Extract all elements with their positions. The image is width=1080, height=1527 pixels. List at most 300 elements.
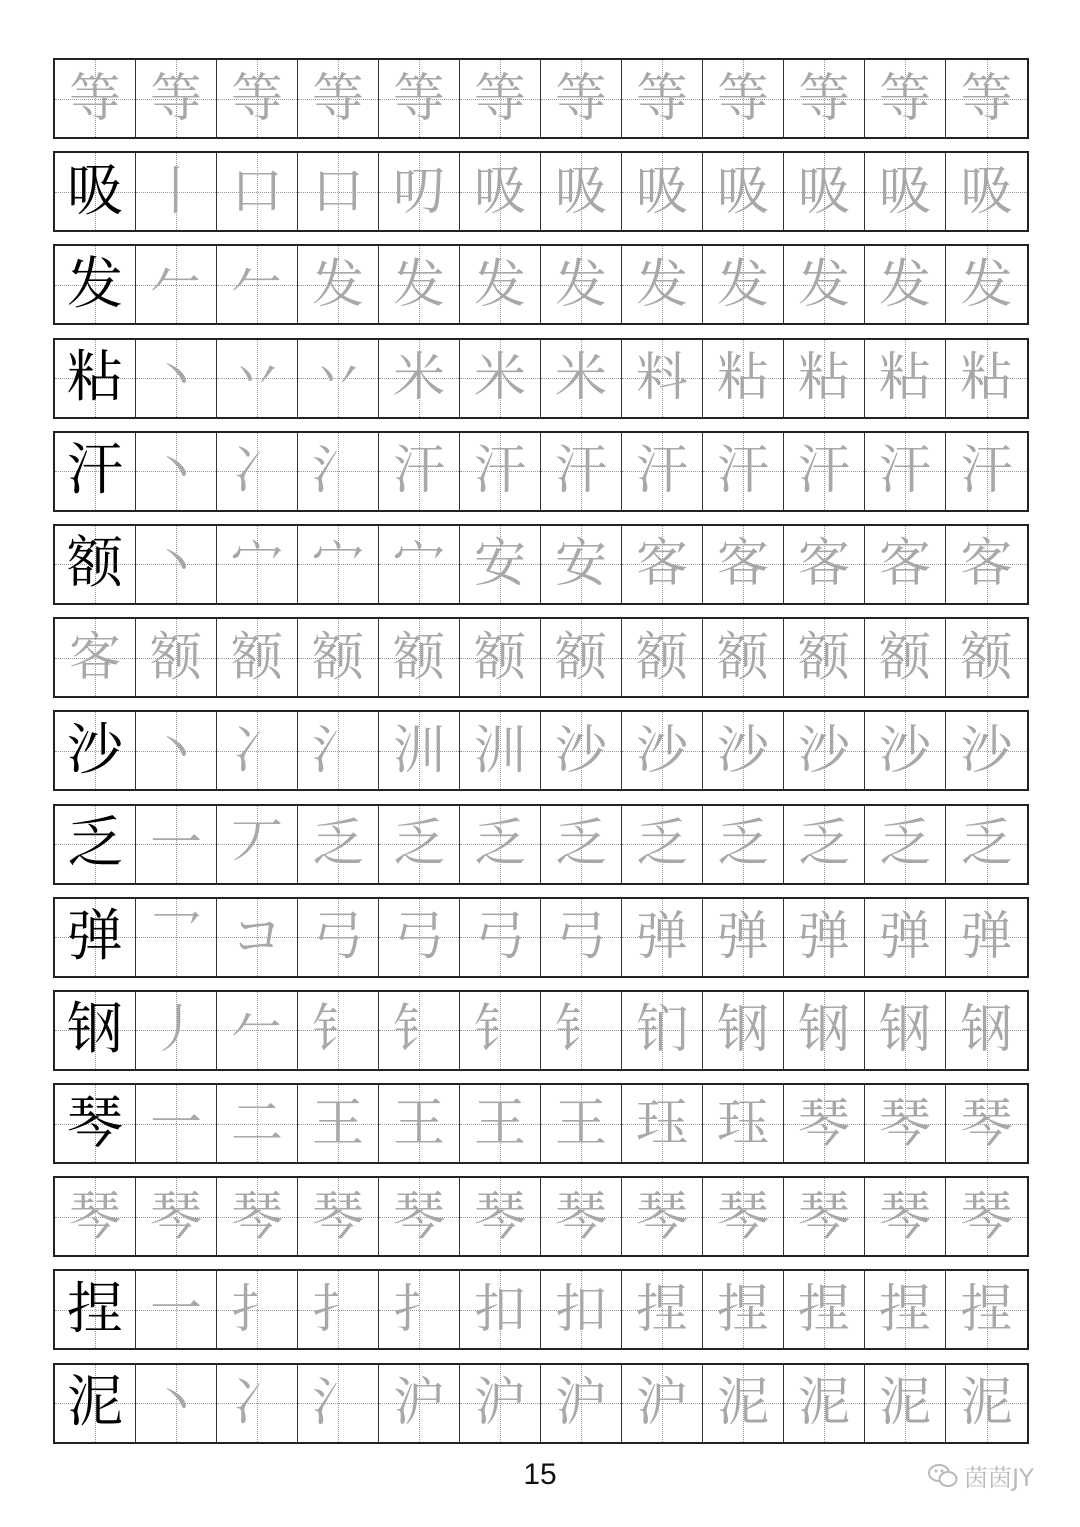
- trace-character: 乏: [878, 814, 931, 874]
- trace-character: 乏: [797, 814, 850, 874]
- grid-cell: [541, 340, 622, 417]
- trace-character: 发: [716, 254, 769, 315]
- trace-character: 丶: [149, 720, 202, 781]
- grid-row: [53, 1269, 1029, 1350]
- grid-cell: [460, 60, 541, 137]
- trace-character: 料: [635, 348, 688, 409]
- trace-character: 琴: [878, 1093, 931, 1154]
- trace-character: 琴: [473, 1186, 526, 1247]
- grid-cell: [784, 619, 865, 696]
- trace-character: 扣: [473, 1279, 526, 1340]
- grid-row: [53, 244, 1029, 325]
- grid-cell: [136, 1178, 217, 1255]
- model-character: 额: [67, 531, 123, 597]
- grid-cell: [217, 433, 298, 510]
- grid-cell: [217, 60, 298, 137]
- grid-cell: [460, 153, 541, 230]
- grid-cell: [784, 1365, 865, 1442]
- trace-character: 𠂉: [149, 254, 202, 315]
- grid-cell: [622, 1178, 703, 1255]
- grid-cell: [136, 153, 217, 230]
- grid-cell: [136, 60, 217, 137]
- grid-cell: [55, 60, 136, 137]
- grid-cell: [55, 433, 136, 510]
- trace-character: 客: [68, 627, 121, 688]
- trace-character: 额: [473, 627, 526, 688]
- grid-row: [53, 1083, 1029, 1164]
- grid-cell: [379, 899, 460, 976]
- trace-character: コ: [230, 907, 283, 968]
- grid-cell: [865, 526, 946, 603]
- trace-character: 乏: [960, 814, 1013, 874]
- trace-character: 乏: [554, 814, 607, 874]
- grid-cell: [460, 1085, 541, 1162]
- trace-character: 吸: [797, 161, 850, 222]
- trace-character: 丶: [149, 1373, 202, 1434]
- trace-character: 琴: [960, 1186, 1013, 1247]
- grid-cell: [703, 1178, 784, 1255]
- model-character: 乏: [67, 811, 123, 876]
- grid-cell: [703, 1365, 784, 1442]
- grid-cell: [622, 153, 703, 230]
- grid-cell: [703, 153, 784, 230]
- trace-character: 沪: [473, 1373, 526, 1434]
- grid-cell: [865, 1178, 946, 1255]
- grid-cell: [136, 433, 217, 510]
- grid-cell: [460, 1365, 541, 1442]
- watermark: [928, 1458, 1034, 1493]
- trace-character: 乏: [392, 814, 445, 874]
- trace-character: 等: [635, 68, 688, 129]
- trace-character: 叨: [392, 161, 445, 222]
- grid-cell: [379, 712, 460, 789]
- trace-character: 米: [473, 348, 526, 409]
- trace-character: 额: [797, 627, 850, 688]
- watermark-text: 茵茵JY: [964, 1464, 1034, 1492]
- trace-character: 乏: [716, 814, 769, 874]
- grid-cell: [622, 60, 703, 137]
- model-character: 粘: [67, 345, 123, 411]
- model-character: 泥: [67, 1370, 123, 1436]
- trace-character: 王: [473, 1093, 526, 1154]
- grid-cell: [298, 246, 379, 323]
- grid-cell: [946, 712, 1027, 789]
- trace-character: 米: [392, 348, 445, 409]
- trace-character: 琴: [68, 1186, 121, 1247]
- grid-cell: [217, 712, 298, 789]
- grid-cell: [217, 1178, 298, 1255]
- grid-cell: [541, 1365, 622, 1442]
- grid-cell: [55, 340, 136, 417]
- trace-character: 钅: [554, 1000, 607, 1061]
- trace-character: 吸: [635, 161, 688, 222]
- trace-character: 宀: [392, 534, 445, 595]
- trace-character: 扌: [392, 1279, 445, 1340]
- trace-character: 弓: [311, 907, 364, 968]
- grid-cell: [622, 712, 703, 789]
- trace-character: 沪: [554, 1373, 607, 1434]
- grid-cell: [946, 992, 1027, 1069]
- trace-character: 粘: [716, 348, 769, 409]
- grid-cell: [55, 1365, 136, 1442]
- trace-character: 额: [716, 627, 769, 688]
- trace-character: 额: [635, 627, 688, 688]
- trace-character: 额: [878, 627, 931, 688]
- grid-cell: [622, 433, 703, 510]
- grid-cell: [541, 1085, 622, 1162]
- grid-cell: [379, 992, 460, 1069]
- grid-cell: [703, 899, 784, 976]
- trace-character: 口: [311, 161, 364, 222]
- grid-cell: [541, 712, 622, 789]
- trace-character: 丷: [311, 348, 364, 409]
- trace-character: 等: [149, 68, 202, 129]
- trace-character: 扌: [311, 1279, 364, 1340]
- grid-cell: [379, 1271, 460, 1348]
- trace-character: 钅: [392, 1000, 445, 1061]
- trace-character: 沪: [392, 1373, 445, 1434]
- grid-cell: [946, 153, 1027, 230]
- grid-cell: [865, 1271, 946, 1348]
- trace-character: 弹: [878, 907, 931, 968]
- grid-cell: [541, 526, 622, 603]
- grid-cell: [298, 899, 379, 976]
- grid-cell: [298, 526, 379, 603]
- trace-character: 汗: [878, 441, 931, 502]
- grid-cell: [865, 992, 946, 1069]
- grid-cell: [622, 806, 703, 883]
- trace-character: 口: [230, 161, 283, 222]
- trace-character: 弹: [635, 907, 688, 968]
- grid-cell: [703, 806, 784, 883]
- grid-cell: [55, 806, 136, 883]
- grid-cell: [55, 1271, 136, 1348]
- grid-cell: [865, 433, 946, 510]
- trace-character: 沙: [635, 720, 688, 781]
- grid-cell: [460, 433, 541, 510]
- grid-cell: [55, 619, 136, 696]
- trace-character: 乏: [635, 814, 688, 874]
- trace-character: 沙: [716, 720, 769, 781]
- grid-row: [53, 897, 1029, 978]
- grid-cell: [541, 246, 622, 323]
- grid-cell: [298, 619, 379, 696]
- trace-character: 钢: [716, 1000, 769, 1061]
- grid-cell: [622, 899, 703, 976]
- grid-cell: [379, 340, 460, 417]
- grid-cell: [55, 246, 136, 323]
- grid-cell: [460, 526, 541, 603]
- trace-character: 发: [797, 254, 850, 315]
- grid-cell: [946, 246, 1027, 323]
- trace-character: 等: [716, 68, 769, 129]
- model-character: 吸: [67, 158, 123, 224]
- trace-character: 额: [149, 627, 202, 688]
- trace-character: 发: [554, 254, 607, 315]
- trace-character: 弓: [392, 907, 445, 968]
- grid-cell: [460, 340, 541, 417]
- grid-row: [53, 151, 1029, 232]
- trace-character: 捏: [878, 1279, 931, 1340]
- trace-character: 沙: [797, 720, 850, 781]
- grid-cell: [703, 246, 784, 323]
- trace-character: 沙: [960, 720, 1013, 781]
- grid-cell: [298, 1085, 379, 1162]
- model-character: 琴: [67, 1090, 123, 1156]
- trace-character: 弹: [716, 907, 769, 968]
- trace-character: 等: [68, 68, 121, 129]
- trace-character: 珏: [635, 1093, 688, 1154]
- grid-cell: [784, 712, 865, 789]
- grid-cell: [379, 619, 460, 696]
- model-character: 沙: [67, 717, 123, 783]
- grid-row: [53, 58, 1029, 139]
- trace-character: 沙: [554, 720, 607, 781]
- grid-cell: [217, 153, 298, 230]
- trace-character: 客: [797, 534, 850, 595]
- trace-character: 丆: [230, 814, 283, 874]
- trace-character: 乛: [149, 907, 202, 968]
- grid-cell: [946, 433, 1027, 510]
- grid-cell: [379, 1085, 460, 1162]
- grid-cell: [460, 1271, 541, 1348]
- model-character: 捏: [67, 1276, 123, 1342]
- trace-character: 等: [878, 68, 931, 129]
- grid-cell: [946, 1178, 1027, 1255]
- grid-cell: [541, 1178, 622, 1255]
- grid-cell: [217, 340, 298, 417]
- trace-character: 𠂉: [230, 1000, 283, 1061]
- grid-cell: [541, 619, 622, 696]
- grid-cell: [298, 340, 379, 417]
- trace-character: 等: [392, 68, 445, 129]
- trace-character: 汌: [392, 720, 445, 781]
- grid-cell: [379, 60, 460, 137]
- trace-character: 弹: [797, 907, 850, 968]
- grid-cell: [541, 899, 622, 976]
- grid-cell: [622, 1085, 703, 1162]
- trace-character: 王: [554, 1093, 607, 1154]
- grid-cell: [55, 526, 136, 603]
- trace-character: 一: [149, 814, 202, 874]
- trace-character: 𠂉: [230, 254, 283, 315]
- grid-cell: [622, 340, 703, 417]
- trace-character: 客: [960, 534, 1013, 595]
- grid-cell: [541, 806, 622, 883]
- grid-cell: [460, 806, 541, 883]
- grid-cell: [622, 619, 703, 696]
- grid-cell: [703, 992, 784, 1069]
- trace-character: 琴: [554, 1186, 607, 1247]
- trace-character: 琴: [797, 1186, 850, 1247]
- grid-cell: [622, 246, 703, 323]
- grid-cell: [298, 153, 379, 230]
- trace-character: 吸: [554, 161, 607, 222]
- grid-cell: [541, 1271, 622, 1348]
- grid-cell: [460, 1178, 541, 1255]
- grid-cell: [622, 1271, 703, 1348]
- trace-character: 弓: [554, 907, 607, 968]
- grid-row: [53, 524, 1029, 605]
- trace-character: 捏: [716, 1279, 769, 1340]
- grid-cell: [460, 619, 541, 696]
- grid-cell: [703, 340, 784, 417]
- trace-character: 泥: [878, 1373, 931, 1434]
- grid-cell: [136, 1365, 217, 1442]
- grid-cell: [784, 246, 865, 323]
- trace-character: 客: [635, 534, 688, 595]
- trace-character: 汗: [716, 441, 769, 502]
- grid-cell: [379, 526, 460, 603]
- grid-cell: [55, 1178, 136, 1255]
- grid-cell: [946, 806, 1027, 883]
- trace-character: 钅: [473, 1000, 526, 1061]
- grid-cell: [298, 806, 379, 883]
- grid-cell: [541, 433, 622, 510]
- trace-character: 安: [473, 534, 526, 595]
- trace-character: 琴: [878, 1186, 931, 1247]
- trace-character: 捏: [960, 1279, 1013, 1340]
- grid-cell: [379, 153, 460, 230]
- practice-grid: [53, 58, 1029, 1456]
- model-character: 汗: [67, 438, 123, 504]
- trace-character: 汗: [635, 441, 688, 502]
- grid-cell: [622, 992, 703, 1069]
- trace-character: 一: [149, 1279, 202, 1340]
- grid-cell: [865, 712, 946, 789]
- grid-cell: [946, 1271, 1027, 1348]
- grid-row: [53, 804, 1029, 885]
- grid-cell: [136, 899, 217, 976]
- grid-cell: [946, 526, 1027, 603]
- grid-cell: [784, 1085, 865, 1162]
- grid-cell: [784, 526, 865, 603]
- grid-cell: [946, 60, 1027, 137]
- trace-character: 捏: [635, 1279, 688, 1340]
- trace-character: 等: [554, 68, 607, 129]
- grid-cell: [946, 1085, 1027, 1162]
- grid-cell: [460, 992, 541, 1069]
- trace-character: 琴: [635, 1186, 688, 1247]
- trace-character: 丶: [149, 441, 202, 502]
- trace-character: 发: [960, 254, 1013, 315]
- grid-cell: [136, 340, 217, 417]
- trace-character: 等: [960, 68, 1013, 129]
- trace-character: 琴: [797, 1093, 850, 1154]
- trace-character: 米: [554, 348, 607, 409]
- trace-character: 琴: [960, 1093, 1013, 1154]
- trace-character: 钢: [797, 1000, 850, 1061]
- trace-character: 弓: [473, 907, 526, 968]
- grid-cell: [379, 1178, 460, 1255]
- trace-character: 沙: [878, 720, 931, 781]
- trace-character: 汗: [554, 441, 607, 502]
- trace-character: 乏: [311, 814, 364, 874]
- trace-character: 扣: [554, 1279, 607, 1340]
- trace-character: 王: [392, 1093, 445, 1154]
- grid-cell: [136, 806, 217, 883]
- grid-cell: [136, 246, 217, 323]
- grid-cell: [379, 433, 460, 510]
- trace-character: 乏: [473, 814, 526, 874]
- grid-cell: [703, 60, 784, 137]
- grid-cell: [703, 619, 784, 696]
- grid-cell: [217, 1085, 298, 1162]
- grid-cell: [55, 153, 136, 230]
- trace-character: 琴: [716, 1186, 769, 1247]
- trace-character: 冫: [230, 720, 283, 781]
- grid-cell: [784, 153, 865, 230]
- trace-character: 等: [473, 68, 526, 129]
- grid-cell: [136, 526, 217, 603]
- trace-character: 氵: [311, 441, 364, 502]
- trace-character: 额: [311, 627, 364, 688]
- grid-cell: [784, 992, 865, 1069]
- grid-cell: [55, 992, 136, 1069]
- grid-cell: [217, 1365, 298, 1442]
- grid-cell: [703, 1085, 784, 1162]
- trace-character: 发: [635, 254, 688, 315]
- grid-cell: [541, 60, 622, 137]
- grid-cell: [865, 340, 946, 417]
- trace-character: 琴: [392, 1186, 445, 1247]
- grid-cell: [703, 1271, 784, 1348]
- trace-character: 汗: [473, 441, 526, 502]
- grid-cell: [865, 806, 946, 883]
- trace-character: 扌: [230, 1279, 283, 1340]
- grid-cell: [298, 992, 379, 1069]
- grid-cell: [784, 899, 865, 976]
- trace-character: 等: [797, 68, 850, 129]
- grid-cell: [946, 619, 1027, 696]
- grid-cell: [460, 712, 541, 789]
- grid-cell: [541, 153, 622, 230]
- trace-character: 王: [311, 1093, 364, 1154]
- trace-character: 吸: [716, 161, 769, 222]
- trace-character: 发: [473, 254, 526, 315]
- grid-cell: [865, 60, 946, 137]
- model-character: 钢: [67, 997, 123, 1063]
- grid-cell: [865, 619, 946, 696]
- trace-character: 额: [230, 627, 283, 688]
- grid-cell: [784, 1271, 865, 1348]
- grid-cell: [136, 1085, 217, 1162]
- grid-cell: [298, 1178, 379, 1255]
- grid-cell: [703, 433, 784, 510]
- trace-character: 钅: [311, 1000, 364, 1061]
- trace-character: 发: [311, 254, 364, 315]
- grid-cell: [865, 153, 946, 230]
- grid-cell: [55, 1085, 136, 1162]
- grid-cell: [217, 806, 298, 883]
- trace-character: 等: [230, 68, 283, 129]
- trace-character: 珏: [716, 1093, 769, 1154]
- trace-character: 钢: [960, 1000, 1013, 1061]
- grid-cell: [460, 246, 541, 323]
- trace-character: 等: [311, 68, 364, 129]
- trace-character: 额: [392, 627, 445, 688]
- grid-cell: [946, 340, 1027, 417]
- trace-character: 粘: [797, 348, 850, 409]
- model-character: 发: [67, 251, 123, 317]
- trace-character: 发: [392, 254, 445, 315]
- trace-character: 氵: [311, 1373, 364, 1434]
- grid-cell: [622, 1365, 703, 1442]
- grid-cell: [784, 60, 865, 137]
- grid-cell: [379, 246, 460, 323]
- grid-cell: [217, 619, 298, 696]
- grid-cell: [379, 806, 460, 883]
